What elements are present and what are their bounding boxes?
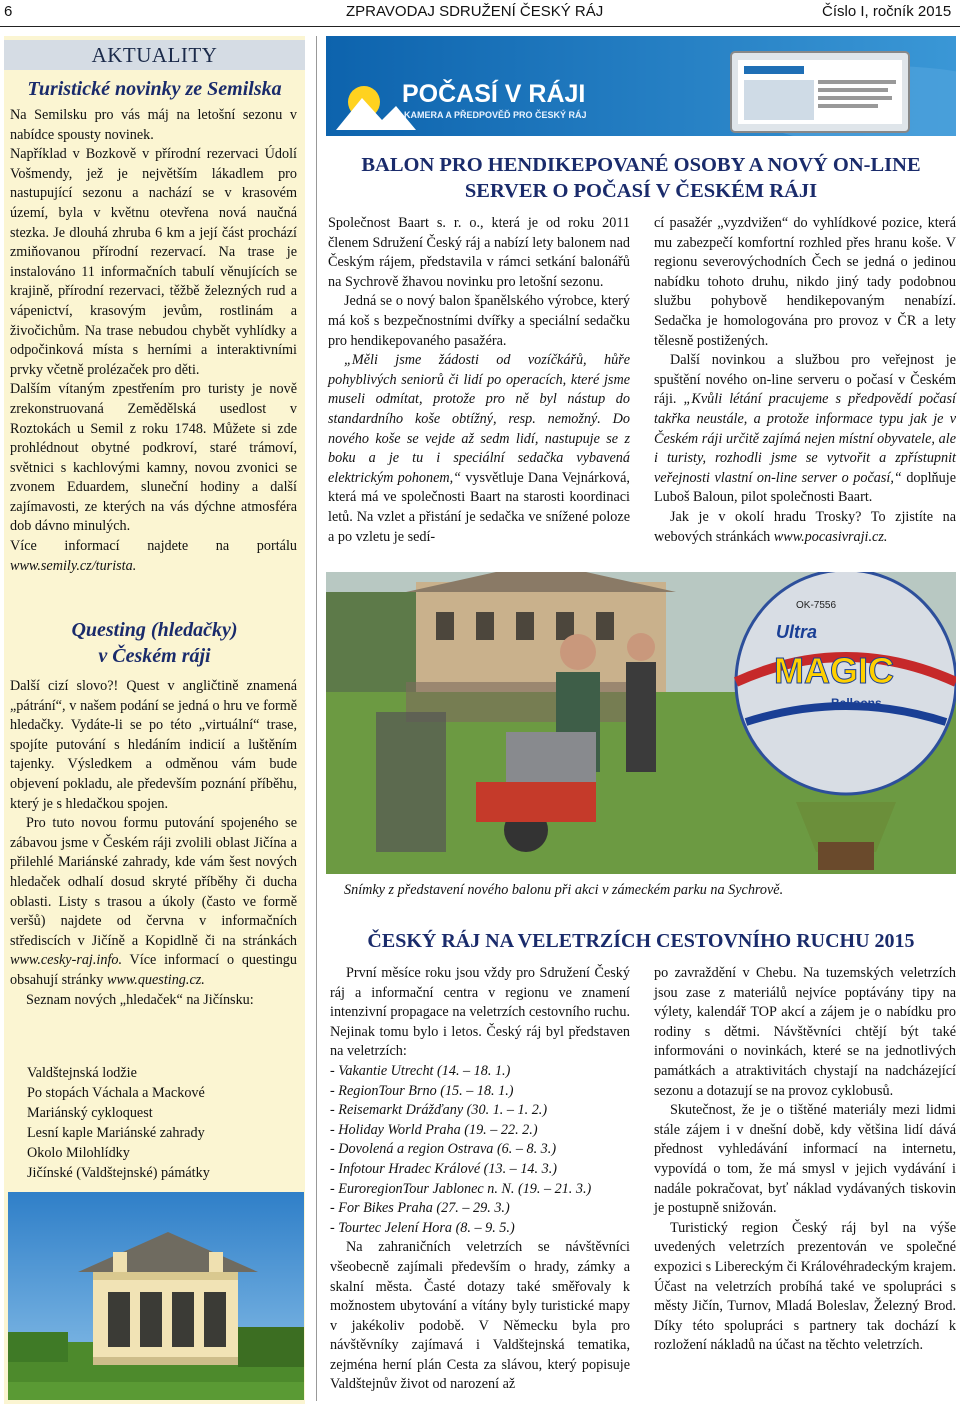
fair-item: - For Bikes Praha (27. – 29. 3.) bbox=[330, 1200, 510, 1217]
paragraph: Turistický region Český ráj byl na výše uvedených veletrzích prezentován ve společné expozici s Libereckým či Královéhradeckým krajem. Účast na veletrzích probíhá také ve spolupráci s městy Jičín, Turnov, Mladá Boleslav, Železný Brod. Díky této spolupráci s partnery tak dochází k rozložení nákladů na účast na těchto veletrzích. bbox=[654, 1219, 956, 1354]
paragraph bbox=[328, 351, 630, 547]
paragraph-text: Další novinkou a službou pro veřejnost je spuštění nového on-line serveru o počasí v Českém ráji. bbox=[654, 352, 956, 408]
paragraph: Další cizí slovo?! Quest v angličtině znamená „pátrání“, v našem podání se jedná o hru ve formě hledačky. Vydáte-li se po této „virtuální“ trase, spojíte putování s hledáním indicií a luštěním tajenky. Výsledkem a odměnou vám bude objevení pokladu, ale především poznání příběhu, který je s hledačkou spojen. bbox=[10, 678, 297, 812]
fair-item: - Vakantie Utrecht (14. – 18. 1.) bbox=[330, 1062, 511, 1079]
paragraph: po zavraždění v Chebu. Na tuzemských veletrzích jsou zase z materiálů nejvíce poptávány tipy na výlety, kalendář TOP akcí a zájem je o nabídku pro rodiny s dětmi. Návštěvníci chtějí být také informováni o novinkách, které se na jednotlivých památkách a atraktivitách chystají na nadcházející sezonu a dotazují se na provoz cyklobusů. bbox=[654, 965, 956, 1099]
article-title bbox=[326, 152, 956, 204]
quote: „Kvůli létání pracujeme s předpovědí počasí takřka neustále, a protože informace typu jak je v Českém ráji určitě zajímá nejen místní obyvatele, ale i turisty, rozhodli jsme se vytvořit a zpřístupnit veřejnosti vlastní on-line server o počasí,“ bbox=[654, 391, 956, 486]
paragraph bbox=[10, 537, 297, 576]
paragraph: Na zahraničních veletrzích se návštěvníci všeobecně zajímali především o hrady, zámky a skalní města. Časté dotazy také směřovaly k možnostem ubytování a vítány byly turistické mapy v jakékoliv podobě. V Německu byla pro návštěvníky zajímavá i Valdštejnská tematika, zejména herní plán Cesta za slávou, který popisuje Valdštejnův život od narození až bbox=[330, 1239, 630, 1393]
paragraph-text: Pro tuto novou formu putování spojeného se zábavou jsme v Českém ráji zvolili oblast Jičína a přilehlé Mariánské zahrady, kde vám šest nových hledaček odhalí dosud skryté příběhy či ducha oblasti. Listy s trasou a úkoly (často ve formě veršů) najdete od června v informačních střediscích v Jičíně a Kopidlně či na stránkách bbox=[10, 815, 297, 949]
paragraph-text: Více informací najdete na portálu bbox=[10, 538, 297, 555]
article-title: Turistické novinky ze Semilska bbox=[27, 78, 282, 100]
list-item: Jičínské (Valdštejnské) pámátky bbox=[27, 1165, 210, 1181]
header-rule bbox=[0, 26, 960, 27]
fair-item: - Holiday World Praha (19. – 22. 2.) bbox=[330, 1121, 538, 1138]
list-item: Po stopách Váchala a Mackové bbox=[27, 1085, 205, 1101]
article-title: ČESKÝ RÁJ NA VELETRZÍCH CESTOVNÍHO RUCHU 2015 bbox=[367, 930, 915, 952]
article-column bbox=[654, 964, 956, 1356]
list-intro: Seznam nových „hledaček“ na Jičínsku: bbox=[26, 991, 254, 1008]
issue-label: Číslo I, ročník 2015 bbox=[822, 3, 952, 20]
title-line: v Českém ráji bbox=[98, 645, 211, 667]
list-item: Mariánský cykloquest bbox=[27, 1105, 153, 1121]
list-item: Lesní kaple Mariánské zahrady bbox=[27, 1125, 205, 1141]
photo-caption: Snímky z představení nového balonu při akci v zámeckém parku na Sychrově. bbox=[344, 882, 784, 898]
fair-item: - Infotour Hradec Králové (13. – 14. 3.) bbox=[330, 1160, 557, 1177]
paragraph bbox=[654, 508, 956, 547]
paragraph bbox=[10, 814, 297, 990]
column-divider bbox=[316, 36, 317, 1401]
website-link[interactable]: www.cesky-raj.info. bbox=[10, 952, 123, 969]
article-column bbox=[328, 214, 630, 547]
balloon-logo-magic: MAGIC bbox=[774, 650, 894, 691]
paragraph: Dalším vítaným zpestřením pro turisty je nově zrekonstruovaná Zemědělská usedlost v Roztokách u Semil z roku 1748. Můžete si zde prohlédnout obytné podkroví, staré trámoví, světnici s kachlovými kamny, novou zvonici se zvonem Eduardem, sluneční hodiny a další zajímavosti, ze kterých na vás dýchne atmosféra dob dávno minulých. bbox=[10, 381, 297, 535]
quote: „Měli jsme žádosti od vozíčkářů, hůře pohyblivých seniorů či lidí po operacích, které jsme museli odmítat, protože pro ně byl nástup do standardního koše obtížný, resp. nemožný. Do nového koše se vejde až sedm lidí, nastupuje se z boku a je tu i speciální sedačka vybavená elektrickým pohonem,“ bbox=[328, 352, 630, 486]
paragraph-text: vysvětluje Dana Vejnárková, která má ve společnosti Baart na starosti koordinaci letů. Na vzlet a přistání je sedačka ve snížené poloze a po vzletu je sedí- bbox=[328, 469, 630, 545]
fair-item: - Reisemarkt Drážďany (30. 1. – 1. 2.) bbox=[330, 1102, 548, 1119]
paragraph-text: Jak je v okolí hradu Trosky? To zjistíte na webových stránkách bbox=[654, 508, 956, 545]
article-column bbox=[330, 964, 630, 1395]
website-link[interactable]: www.questing.cz. bbox=[106, 971, 205, 988]
paragraph: Společnost Baart s. r. o., která je od roku 2011 členem Sdružení Český ráj a nabízí lety balonem nad Českým rájem, představila v rámci setkání balonářů na Sychrově žhavou novinku pro letošní sezonu. bbox=[328, 215, 630, 290]
banner-title: POČASÍ V RÁJI bbox=[402, 80, 586, 108]
fair-item: - EuroregionTour Jablonec n. N. (19. – 21. 3.) bbox=[330, 1180, 592, 1197]
article-body bbox=[10, 106, 297, 576]
page-header bbox=[0, 0, 960, 24]
list-item: Okolo Milohlídky bbox=[27, 1145, 130, 1161]
portal-link[interactable]: www.semily.cz/turista. bbox=[10, 557, 137, 574]
article-title bbox=[4, 617, 305, 669]
website-link[interactable]: www.pocasivraji.cz. bbox=[773, 528, 888, 545]
weather-banner bbox=[326, 36, 956, 136]
church-photo bbox=[8, 1192, 304, 1400]
questing-list bbox=[27, 1063, 210, 1183]
balloon-photo bbox=[326, 572, 956, 874]
paragraph-text: doplňuje Luboš Baloun, pilot společnosti Baart. bbox=[654, 469, 956, 506]
fair-list bbox=[330, 1062, 630, 1238]
fair-item: - RegionTour Brno (15. – 18. 1.) bbox=[330, 1082, 514, 1099]
title-line: SERVER O POČASÍ V ČESKÉM RÁJI bbox=[464, 180, 818, 202]
page-number: 6 bbox=[4, 3, 13, 20]
paragraph: cí pasažér „vyzdvižen“ do vyhlídkové pozice, která mu zabezpečí komfortní rozhled přes hranu koše. V regionu severovýchodních Čech se jedná o jedinou nabídku tohoto druhu, nikdo jiný tady podobnou službu pohybově hendikepovaným nenabízí. Sedačka je homologována pro provoz v ČR a lety tělesně postižených. bbox=[654, 215, 956, 349]
balloon-logo-ultra: Ultra bbox=[776, 622, 818, 642]
fair-item: - Tourtec Jelení Hora (8. – 9. 5.) bbox=[330, 1219, 515, 1236]
paragraph: První měsíce roku jsou vždy pro Sdružení Český ráj a informační centra v regionu ve znamení intenzivní propagace na veletrzích cestovního ruchu. Nejinak tomu bylo i letos. Český ráj byl představen na veletrzích: bbox=[330, 965, 630, 1060]
paragraph bbox=[654, 351, 956, 508]
banner-subtitle: KAMERA A PŘEDPOVĚĎ PRO ČESKÝ RÁJ bbox=[404, 110, 587, 120]
balloon-registration: OK-7556 bbox=[796, 600, 837, 611]
title-line: BALON PRO HENDIKEPOVANÉ OSOBY A NOVÝ ON-LINE bbox=[361, 154, 921, 176]
fair-item: - Dovolená a region Ostrava (6. – 8. 3.) bbox=[330, 1141, 557, 1158]
newsletter-title: ZPRAVODAJ SDRUŽENÍ ČESKÝ RÁJ bbox=[346, 3, 604, 20]
paragraph: Skutečnost, že je o tištěné materiály mezi lidmi stále zájem i v dnešní době, kdy většina lidí dává přednost vyhledávání informací na internetu, vypovídá o tom, že má smysl v jejich vydávání i nadále pokračovat, byť náklad vydávaných tiskovin je postupně snižován. bbox=[654, 1102, 956, 1217]
balloon-logo-balloons: Balloons bbox=[831, 696, 882, 710]
article-column bbox=[654, 214, 956, 547]
paragraph-text: Více informací o questingu obsahují stránky bbox=[10, 952, 297, 988]
title-line: Questing (hledačky) bbox=[71, 619, 238, 641]
list-item: Valdštejnská lodžie bbox=[27, 1065, 137, 1081]
paragraph: Na Semilsku pro vás máj na letošní sezonu v nabídce spousty novinek. bbox=[10, 107, 297, 143]
paragraph: Jedná se o nový balon španělského výrobce, který má koš s bezpečnostními dvířky a speciální sedačku pro hendikepovaného pasažéra. bbox=[328, 293, 630, 349]
section-label: AKTUALITY bbox=[4, 40, 305, 70]
article-body bbox=[10, 677, 297, 1010]
paragraph: Například v Bozkově v přírodní rezervaci Údolí Vošmendy, jež je největším lákadlem pro nastupující sezonu a nachází se v krasovém území, byla v květnu otevřena nová naučná stezka. Je dlouhá zhruba 6 km a její část prochází zmiňovanou přírodní rezervací. Na trase je instalováno 11 informačních tabulí věnujících se krajině, přírodní rezervaci, těžbě železných rud a vápenictví, krasovým jevům, rostlinám a živočichům. Na trase nebudou chybět vyhlídky a odpočinková místa s herními a interaktivními prvky včetně prolézaček pro děti. bbox=[10, 146, 297, 378]
